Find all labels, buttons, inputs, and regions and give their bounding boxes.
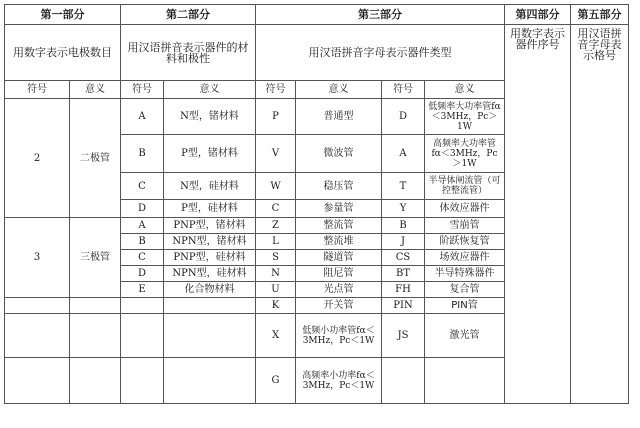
part3-symbol-right: A (382, 135, 425, 173)
part5-description: 用汉语拼音字母表示格号 (571, 25, 629, 404)
empty-cell (70, 358, 121, 404)
part2-header: 第二部分 (121, 5, 256, 25)
meaning-header: 意义 (70, 81, 121, 99)
empty-cell (164, 314, 256, 358)
part2-symbol: B (121, 234, 164, 250)
empty-cell (425, 358, 505, 404)
part2-symbol: D (121, 266, 164, 282)
part3-symbol-right: JS (382, 314, 425, 358)
part3-symbol: V (256, 135, 296, 173)
part3-symbol-right: T (382, 173, 425, 200)
part1-symbol: 2 (5, 99, 70, 218)
part5-header: 第五部分 (571, 5, 629, 25)
part1-symbol: 3 (5, 218, 70, 298)
part2-symbol: A (121, 99, 164, 135)
part3-meaning: 光点管 (296, 282, 382, 298)
part-header-row (5, 5, 629, 25)
empty-cell (5, 314, 70, 358)
part2-meaning: N型，硅材料 (164, 173, 256, 200)
part2-meaning: P型，硅材料 (164, 200, 256, 218)
part1-header: 第一部分 (5, 5, 121, 25)
part2-meaning: NPN型，锗材料 (164, 234, 256, 250)
part3-symbol: U (256, 282, 296, 298)
part3-symbol: X (256, 314, 296, 358)
part3-meaning-right: 体效应器件 (425, 200, 505, 218)
part2-meaning: PNP型，硅材料 (164, 250, 256, 266)
part2-symbol: C (121, 250, 164, 266)
part3-meaning-right: 复合管 (425, 282, 505, 298)
part2-meaning: PNP型，锗材料 (164, 218, 256, 234)
part3-meaning-right: 低频率大功率管fα＜3MHz，Pc＞1W (425, 99, 505, 135)
part3-symbol: P (256, 99, 296, 135)
part-description-row (5, 25, 629, 81)
part2-symbol: A (121, 218, 164, 234)
part3-header: 第三部分 (256, 5, 505, 25)
part3-meaning-right: 半导特殊器件 (425, 266, 505, 282)
part3-meaning: 整流管 (296, 218, 382, 234)
part3-symbol-right: FH (382, 282, 425, 298)
part3-symbol-right: PIN (382, 298, 425, 314)
empty-cell (164, 358, 256, 404)
empty-cell (70, 314, 121, 358)
part3-meaning-right: 阶跃恢复管 (425, 234, 505, 250)
part3-symbol: Z (256, 218, 296, 234)
part3-meaning-right: 激光管 (425, 314, 505, 358)
symbol-header: 符号 (256, 81, 296, 99)
symbol-header: 符号 (382, 81, 425, 99)
part3-symbol: W (256, 173, 296, 200)
part1-meaning: 三极管 (70, 218, 121, 298)
part3-symbol: N (256, 266, 296, 282)
part3-symbol: G (256, 358, 296, 404)
part3-symbol-right: BT (382, 266, 425, 282)
empty-cell (382, 358, 425, 404)
part3-meaning: 参量管 (296, 200, 382, 218)
part3-symbol: C (256, 200, 296, 218)
part3-meaning-right: PIN管 (425, 298, 505, 314)
part3-meaning: 高频率小功率fα＜3MHz，Pc＜1W (296, 358, 382, 404)
part3-symbol-right: CS (382, 250, 425, 266)
part1-description: 用数字表示电极数目 (5, 25, 121, 81)
empty-cell (164, 298, 256, 314)
part2-symbol: B (121, 135, 164, 173)
empty-cell (121, 298, 164, 314)
part3-meaning: 普通型 (296, 99, 382, 135)
part3-meaning: 微波管 (296, 135, 382, 173)
part3-meaning: 开关管 (296, 298, 382, 314)
meaning-header: 意义 (425, 81, 505, 99)
part3-symbol-right: D (382, 99, 425, 135)
symbol-header: 符号 (5, 81, 70, 99)
part3-meaning: 阻尼管 (296, 266, 382, 282)
part3-meaning: 低频小功率管fα＜3MHz，Pc＜1W (296, 314, 382, 358)
empty-cell (121, 358, 164, 404)
part3-symbol-right: B (382, 218, 425, 234)
empty-cell (5, 358, 70, 404)
empty-cell (70, 298, 121, 314)
part3-meaning: 稳压管 (296, 173, 382, 200)
part1-meaning: 二极管 (70, 99, 121, 218)
part2-meaning: P型，锗材料 (164, 135, 256, 173)
part3-symbol: L (256, 234, 296, 250)
device-naming-table-container (4, 4, 628, 422)
part2-symbol: C (121, 173, 164, 200)
symbol-header: 符号 (121, 81, 164, 99)
part3-meaning-right: 高频率大功率管 fα＜3MHz，Pc＞1W (425, 135, 505, 173)
empty-cell (5, 298, 70, 314)
part3-symbol-right: J (382, 234, 425, 250)
part3-meaning: 隧道管 (296, 250, 382, 266)
part3-meaning-right: 场效应器件 (425, 250, 505, 266)
part2-description: 用汉语拼音表示器件的材料和极性 (121, 25, 256, 81)
part3-symbol-right: Y (382, 200, 425, 218)
device-naming-table (4, 4, 629, 404)
meaning-header: 意义 (164, 81, 256, 99)
part3-meaning: 整流堆 (296, 234, 382, 250)
part2-symbol: E (121, 282, 164, 298)
part3-symbol: K (256, 298, 296, 314)
part3-meaning-right: 半导体闸流管（可控整流管） (425, 173, 505, 200)
part2-meaning: N型，锗材料 (164, 99, 256, 135)
empty-cell (121, 314, 164, 358)
part2-meaning: NPN型，硅材料 (164, 266, 256, 282)
meaning-header: 意义 (296, 81, 382, 99)
part4-header: 第四部分 (505, 5, 571, 25)
part3-description: 用汉语拼音字母表示器件类型 (256, 25, 505, 81)
part4-description: 用数字表示器件序号 (505, 25, 571, 404)
part3-symbol: S (256, 250, 296, 266)
part3-meaning-right: 雪崩管 (425, 218, 505, 234)
part2-symbol: D (121, 200, 164, 218)
part2-meaning: 化合物材料 (164, 282, 256, 298)
